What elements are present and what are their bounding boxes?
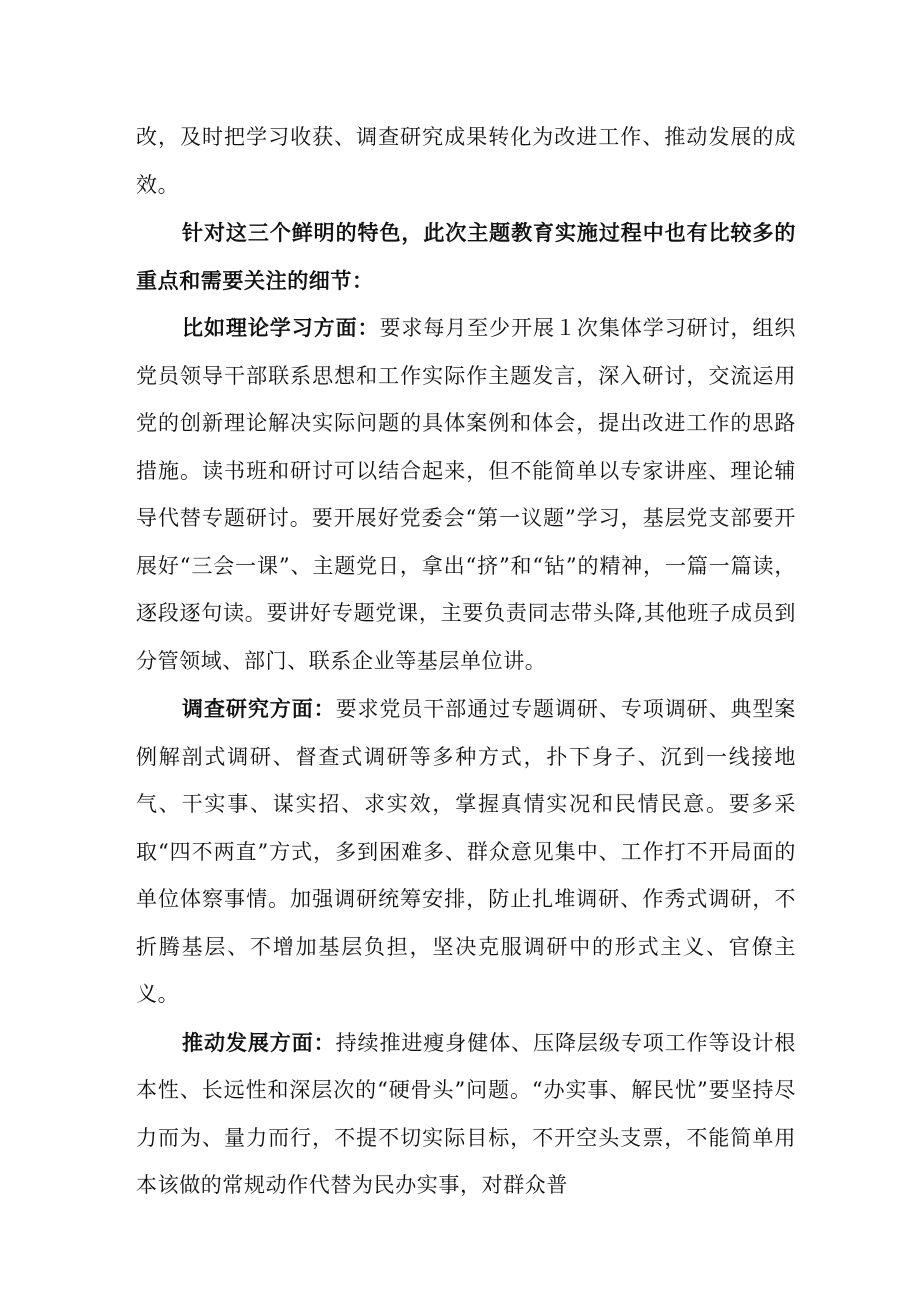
paragraph-text: 要求党员干部通过专题调研、专项调研、典型案例解剖式调研、督查式调研等多种方式，扑下身子、沉到一线接地气、干实事、谋实招、求实效，掌握真情实况和民情民意。要多采取“四不两直”方式，多到困难多、群众意见集中、工作打不开局面的单位体察事情。加强调研统筹安排，防止扎堆调研、作秀式调研，不折腾基层、不增加基层负担，坚决克服调研中的形式主义、官僚主义。	[136, 697, 796, 1006]
paragraph-text: 持续推进瘦身健体、压降层级专项工作等设计根本性、长远性和深层次的“硬骨头”问题。“办实事、解民忧”要坚持尽力而为、量力而行，不提不切实际目标，不开空头支票，不能简单用本该做的常规动作代替为民办实事，对群众普	[136, 1030, 796, 1197]
paragraph-text: 改，及时把学习收获、调查研究成果转化为改进工作、推动发展的成效。	[136, 125, 796, 197]
paragraph-lead-heading: 比如理论学习方面：	[182, 315, 380, 340]
paragraph-text: 针对这三个鲜明的特色，此次主题教育实施过程中也有比较多的重点和需要关注的细节：	[136, 220, 796, 293]
paragraph-lead-heading: 调查研究方面：	[182, 696, 336, 721]
document-body	[136, 114, 796, 1210]
paragraph-continuation	[136, 114, 796, 209]
paragraph-lead-heading: 推动发展方面：	[182, 1029, 336, 1055]
paragraph-investigation-research	[136, 685, 796, 1019]
paragraph-intro-emphasis	[136, 209, 796, 304]
paragraph-text: 要求每月至少开展１次集体学习研讨，组织党员领导干部联系思想和工作实际作主题发言，深入研讨，交流运用党的创新理论解决实际问题的具体案例和体会，提出改进工作的思路措施。读书班和研讨可以结合起来，但不能简单以专家讲座、理论辅导代替专题研讨。要开展好党委会“第一议题”学习，基层党支部要开展好“三会一课”、主题党日，拿出“挤”和“钻”的精神，一篇一篇读，逐段逐句读。要讲好专题党课，主要负责同志带头降,其他班子成员到分管领域、部门、联系企业等基层单位讲。	[136, 316, 796, 673]
paragraph-promote-development	[136, 1019, 796, 1210]
paragraph-theory-study	[136, 304, 796, 685]
